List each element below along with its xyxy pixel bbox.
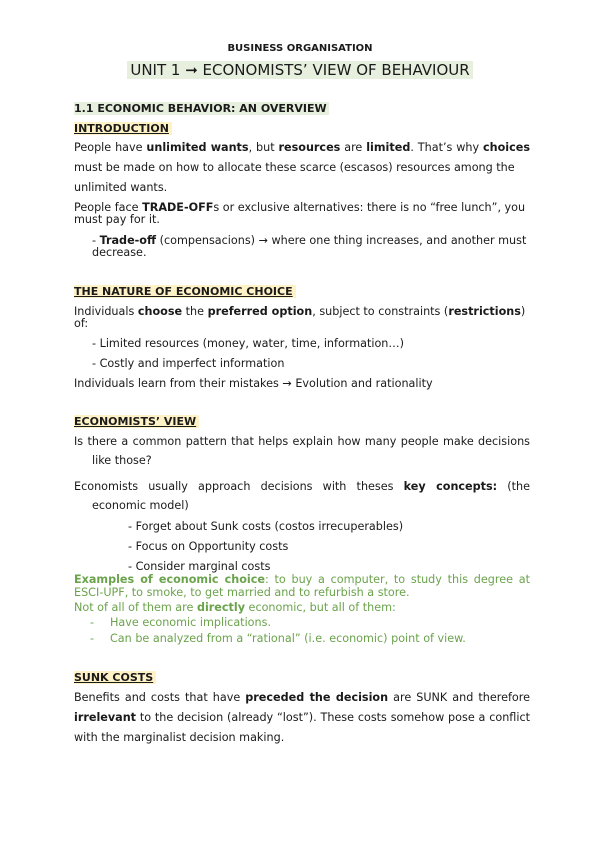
tradeoff-paragraph-line2: must pay for it. [74, 213, 160, 226]
nature-paragraph-line2: of: [74, 317, 89, 330]
intro-paragraph-line2: must be made on how to allocate these scarce (escasos) resources among the [74, 161, 515, 174]
sunk-paragraph-line3: with the marginalist decision making. [74, 731, 285, 744]
tradeoff-paragraph-line1: People face TRADE-OFFs or exclusive alternatives: there is no “free lunch”, you [74, 201, 526, 214]
view-question-line1: Is there a common pattern that helps explain how many people make decisions [74, 435, 530, 448]
intro-paragraph-line1: People have unlimited wants, but resources are limited. That’s why choices [74, 141, 530, 154]
sunk-costs-heading: SUNK COSTS [74, 671, 156, 685]
unit-title: UNIT 1 ➞ ECONOMISTS’ VIEW OF BEHAVIOUR [0, 60, 600, 80]
tradeoff-bullet-line1: - Trade-off (compensacions) → where one thing increases, and another must [92, 234, 527, 247]
nature-paragraph-line1: Individuals choose the preferred option, subject to constraints (restrictions) [74, 305, 526, 318]
concept-item: - Consider marginal costs [128, 560, 271, 573]
dash-marker: - [90, 632, 95, 645]
intro-heading: INTRODUCTION [74, 122, 172, 136]
not-all-line: Not of all of them are directly economic, but all of them: [74, 601, 396, 614]
dash-list-item: Can be analyzed from a “rational” (i.e. economic) point of view. [110, 632, 466, 645]
view-paragraph-line2: economic model) [92, 499, 189, 512]
dash-marker: - [90, 616, 95, 629]
sunk-paragraph-line2: irrelevant to the decision (already “lost”). These costs somehow pose a conflict [74, 711, 530, 724]
list-item: - Costly and imperfect information [92, 357, 285, 370]
intro-paragraph-line3: unlimited wants. [74, 181, 168, 194]
nature-conclusion: Individuals learn from their mistakes → Evolution and rationality [74, 377, 433, 390]
nature-heading: THE NATURE OF ECONOMIC CHOICE [74, 285, 296, 299]
concept-item: - Forget about Sunk costs (costos irrecuperables) [128, 520, 404, 533]
concept-item: - Focus on Opportunity costs [128, 540, 289, 553]
examples-line1: Examples of economic choice: to buy a computer, to study this degree at [74, 573, 530, 586]
view-question-line2: like those? [92, 454, 152, 467]
view-paragraph-line1: Economists usually approach decisions with theses key concepts: (the [74, 480, 531, 493]
economists-view-heading: ECONOMISTS’ VIEW [74, 415, 199, 429]
section-heading-overview: 1.1 ECONOMIC BEHAVIOR: AN OVERVIEW [74, 102, 327, 115]
dash-list-item: Have economic implications. [110, 616, 272, 629]
document-header: BUSINESS ORGANISATION [227, 43, 373, 54]
sunk-paragraph-line1: Benefits and costs that have preceded the decision are SUNK and therefore [74, 691, 530, 704]
list-item: - Limited resources (money, water, time, information…) [92, 337, 404, 350]
examples-line2: ESCI-UPF, to smoke, to get married and to refurbish a store. [74, 586, 410, 599]
tradeoff-bullet-line2: decrease. [92, 246, 147, 259]
